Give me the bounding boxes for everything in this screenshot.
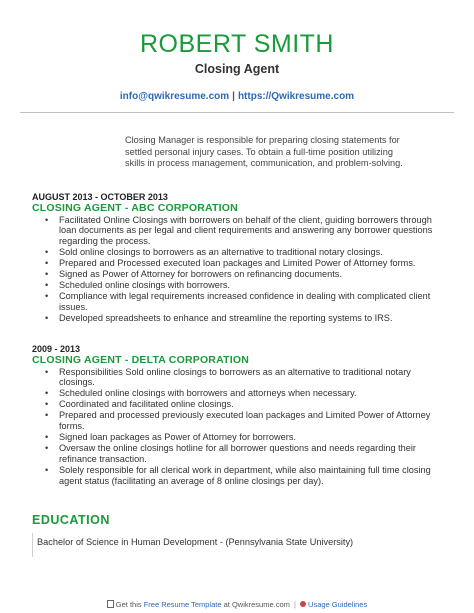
job-entry-abc — [0, 192, 474, 324]
page-footer — [0, 600, 474, 609]
website-link[interactable]: https://Qwikresume.com — [237, 91, 355, 102]
job-title: CLOSING AGENT - ABC CORPORATION — [32, 201, 238, 214]
guidelines-icon — [300, 601, 306, 607]
bullet-item: • Responsibilities Sold online closings to borrowers as an alternative to traditional notary closings. — [45, 367, 444, 389]
bullet-item: • Prepared and Processed executed loan packages and Limited Power of Attorney forms. — [45, 258, 444, 269]
footer-separator: | — [293, 600, 296, 609]
document-icon — [107, 600, 114, 608]
resume-header — [0, 0, 474, 102]
job-bullets — [32, 215, 444, 324]
contact-line — [0, 91, 474, 102]
bullet-item: • Solely responsible for all clerical work in department, while also maintaining full time closing agent status (facilitating an average of 8 online closings per day). — [45, 465, 444, 487]
bullet-item: • Facilitated Online Closings with borrowers on behalf of the client, guiding borrowers through loan documents as per legal and client requirements and answering any borrower questions regarding the process. — [45, 215, 444, 248]
footer-middle: at Qwikresume.com — [223, 600, 290, 609]
email-link[interactable]: info@qwikresume.com — [119, 91, 230, 102]
bullet-item: • Prepared and processed previously executed loan packages and Limited Power of Attorney forms. — [45, 410, 444, 432]
bullet-item: • Signed as Power of Attorney for borrowers on refinancing documents. — [45, 269, 444, 280]
education-item: Bachelor of Science in Human Development - (Pennsylvania State University) — [37, 536, 354, 547]
job-entry-delta — [0, 344, 474, 487]
bullet-item: • Coordinated and facilitated online closings. — [45, 399, 444, 410]
bullet-item: • Signed loan packages as Power of Attorney for borrowers. — [45, 432, 444, 443]
contact-separator: | — [232, 91, 235, 102]
job-dates: AUGUST 2013 - OCTOBER 2013 — [32, 191, 168, 202]
bullet-item: • Oversaw the online closings hotline for all borrower questions and needs regarding their refinance transaction. — [45, 443, 444, 465]
job-title: CLOSING AGENT - DELTA CORPORATION — [32, 353, 249, 366]
job-dates: 2009 - 2013 — [32, 343, 81, 354]
bullet-item: • Scheduled online closings with borrowers. — [45, 280, 444, 291]
usage-guidelines-link[interactable]: Usage Guidelines — [308, 600, 368, 609]
summary-text: Closing Manager is responsible for preparing closing statements for settled personal injury cases. To obtain a full-time position utilizing skills in process management, communication, and problem-solving. — [125, 135, 403, 168]
candidate-name: ROBERT SMITH — [140, 30, 334, 58]
bullet-item: • Sold online closings to borrowers as an alternative to traditional notary closings. — [45, 247, 444, 258]
bullet-item: • Compliance with legal requirements increased confidence in dealing with complicated client issues. — [45, 291, 444, 313]
bullet-item: • Scheduled online closings with borrowers and attorneys when necessary. — [45, 388, 444, 399]
footer-prefix: Get this — [115, 600, 142, 609]
education-block — [32, 533, 452, 557]
candidate-title: Closing Agent — [194, 62, 280, 76]
bullet-item: • Developed spreadsheets to enhance and streamline the reporting systems to IRS. — [45, 313, 444, 324]
education-heading: EDUCATION — [32, 512, 110, 527]
job-bullets — [32, 367, 444, 487]
free-template-link[interactable]: Free Resume Template — [143, 600, 222, 609]
